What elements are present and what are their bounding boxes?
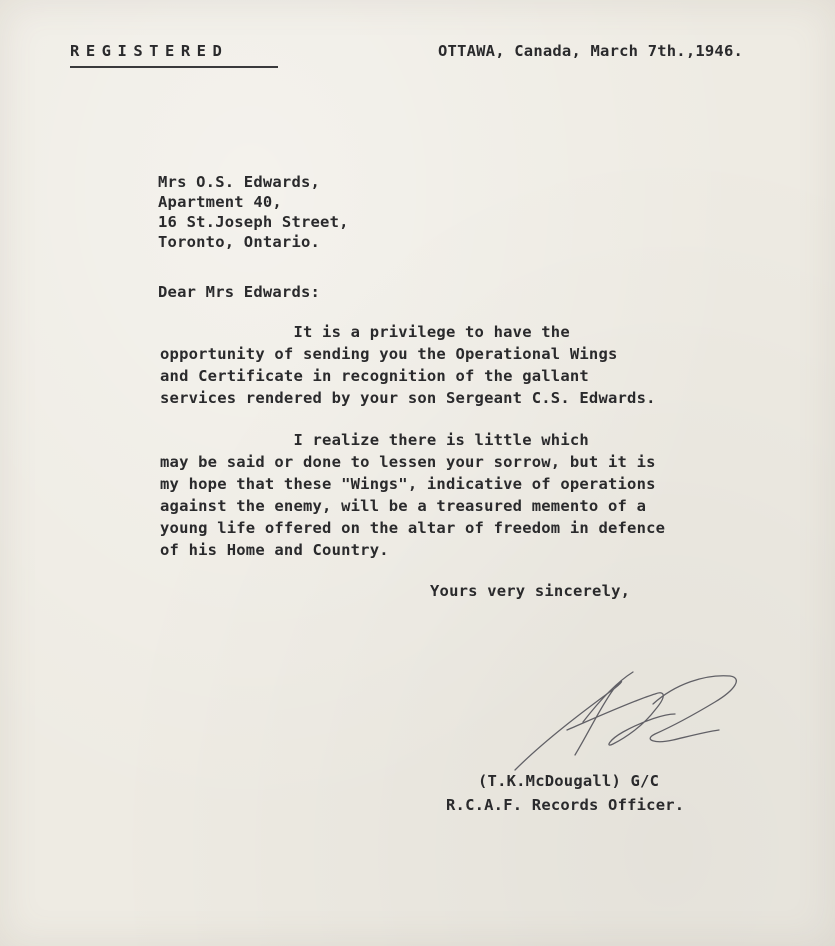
closing: Yours very sincerely, (430, 582, 631, 600)
address-line: Toronto, Ontario. (158, 233, 321, 251)
signatory-name: (T.K.McDougall) G/C (478, 772, 660, 790)
handwritten-signature (505, 660, 755, 780)
registered-underline (70, 66, 278, 68)
address-line: Apartment 40, (158, 193, 282, 211)
body-line: of his Home and Country. (160, 541, 389, 559)
body-line: It is a privilege to have the (160, 323, 570, 341)
address-line: Mrs O.S. Edwards, (158, 173, 321, 191)
body-line: I realize there is little which (160, 431, 589, 449)
body-line: my hope that these "Wings", indicative of operations (160, 475, 656, 493)
salutation: Dear Mrs Edwards: (158, 283, 321, 301)
body-line: may be said or done to lessen your sorrow, but it is (160, 453, 656, 471)
signatory-title: R.C.A.F. Records Officer. (446, 796, 685, 814)
address-line: 16 St.Joseph Street, (158, 213, 349, 231)
body-line: against the enemy, will be a treasured memento of a (160, 497, 647, 515)
body-line: opportunity of sending you the Operational Wings (160, 345, 618, 363)
body-line: young life offered on the altar of freedom in defence (160, 519, 666, 537)
registered-stamp: REGISTERED (70, 42, 229, 60)
body-line: and Certificate in recognition of the gallant (160, 367, 589, 385)
body-line: services rendered by your son Sergeant C.S. Edwards. (160, 389, 656, 407)
dateline: OTTAWA, Canada, March 7th.,1946. (438, 42, 744, 60)
